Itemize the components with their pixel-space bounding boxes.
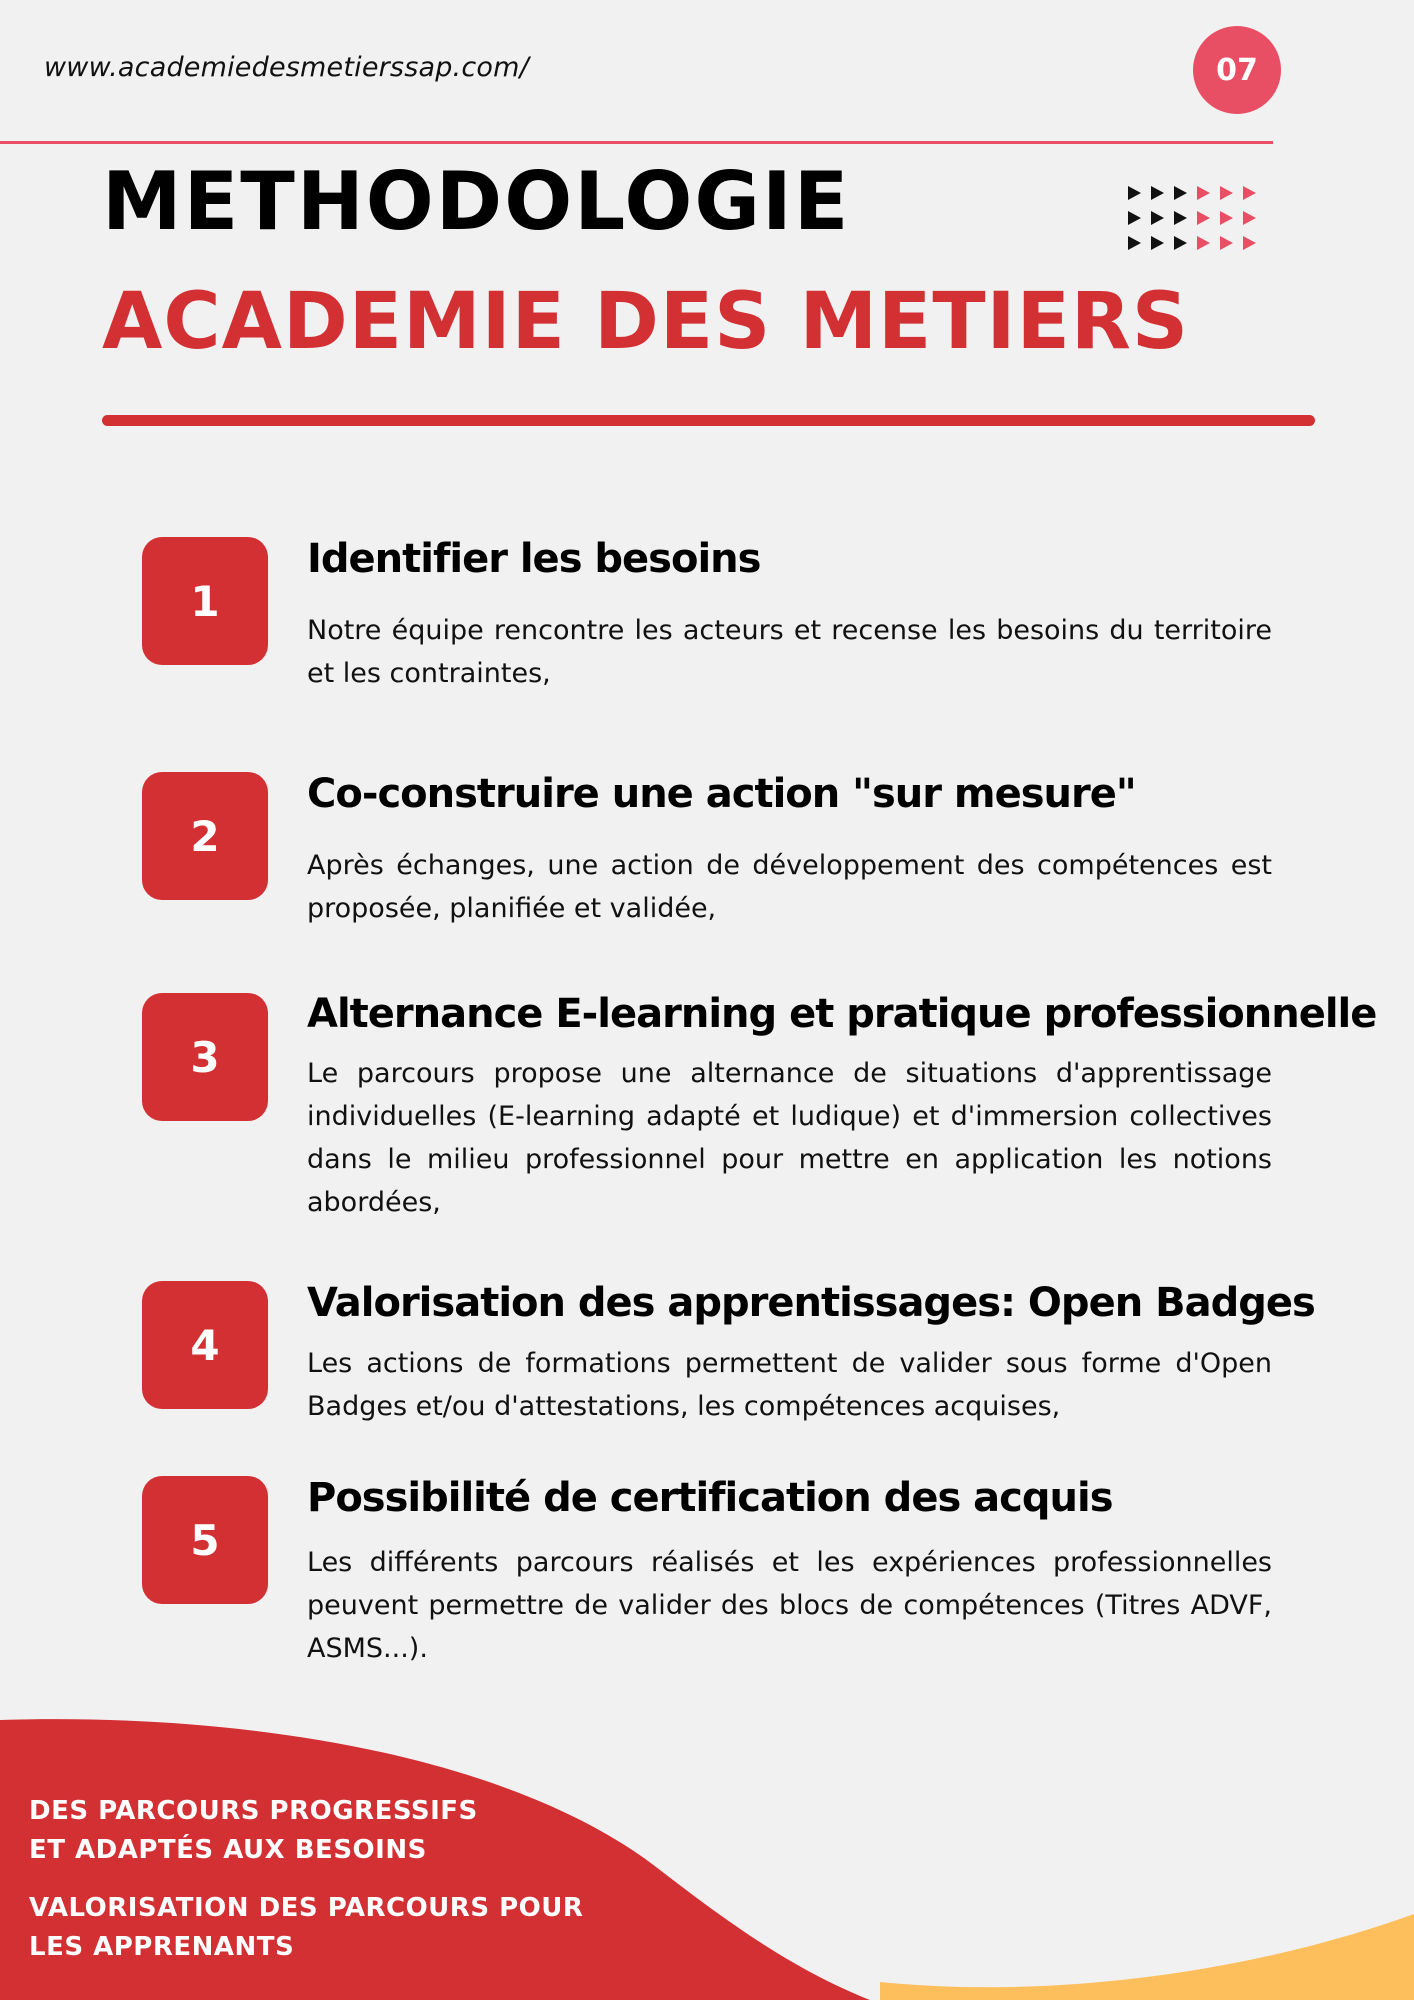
title-divider — [102, 415, 1315, 426]
footer-orange-wave — [880, 1914, 1414, 2000]
triangle-decoration — [1243, 211, 1256, 225]
step-description: Les différents parcours réalisés et les expériences professionnelles peuvent permettre de valider des blocs de compétences (Titres ADVF, ASMS...). — [307, 1547, 1272, 1664]
triangle-decoration — [1197, 236, 1210, 250]
triangle-decoration — [1197, 186, 1210, 200]
triangle-decoration — [1128, 236, 1141, 250]
step-description: Après échanges, une action de développement des compétences est proposée, planifiée et validée, — [307, 850, 1272, 924]
header-divider — [0, 141, 1273, 144]
step-title: Identifier les besoins — [307, 536, 761, 582]
step-description: Le parcours propose une alternance de situations d'apprentissage individuelles (E-learning adapté et ludique) et d'immersion collectives dans le milieu professionnel pour mettre en application les notions abordées, — [307, 1058, 1272, 1218]
triangle-decoration — [1174, 211, 1187, 225]
step-description: Les actions de formations permettent de valider sous forme d'Open Badges et/ou d'attestations, les compétences acquises, — [307, 1348, 1272, 1422]
triangle-decoration — [1174, 186, 1187, 200]
triangle-decoration — [1197, 211, 1210, 225]
step-number-badge: 1 — [142, 537, 268, 665]
footer-line: DES PARCOURS PROGRESSIFS — [29, 1796, 478, 1826]
step-title: Valorisation des apprentissages: Open Badges — [307, 1280, 1315, 1326]
footer-line: LES APPRENANTS — [29, 1932, 295, 1962]
step-title: Possibilité de certification des acquis — [307, 1475, 1113, 1521]
footer-line: VALORISATION DES PARCOURS POUR — [29, 1893, 584, 1923]
triangle-decoration — [1151, 236, 1164, 250]
page-number-badge: 07 — [1193, 26, 1281, 114]
triangle-decoration — [1128, 211, 1141, 225]
triangle-decoration — [1220, 236, 1233, 250]
triangle-pattern-decoration — [1128, 186, 1258, 258]
step-number-badge: 2 — [142, 772, 268, 900]
step-description: Notre équipe rencontre les acteurs et recense les besoins du territoire et les contraintes, — [307, 615, 1272, 689]
footer-line: ET ADAPTÉS AUX BESOINS — [29, 1835, 427, 1865]
triangle-decoration — [1151, 211, 1164, 225]
triangle-decoration — [1220, 186, 1233, 200]
website-url[interactable]: www.academiedesmetierssap.com/ — [44, 52, 529, 83]
page-title: METHODOLOGIE — [102, 155, 851, 248]
footer-tagline-2 — [29, 1889, 583, 1967]
triangle-decoration — [1128, 186, 1141, 200]
footer-tagline-1 — [29, 1792, 478, 1870]
triangle-decoration — [1151, 186, 1164, 200]
step-title: Alternance E-learning et pratique professionnelle — [307, 991, 1377, 1037]
triangle-decoration — [1220, 211, 1233, 225]
page-subtitle: ACADEMIE DES METIERS — [102, 277, 1190, 367]
step-number-badge: 3 — [142, 993, 268, 1121]
triangle-decoration — [1243, 186, 1256, 200]
step-title: Co-construire une action "sur mesure" — [307, 771, 1136, 817]
step-number-badge: 5 — [142, 1476, 268, 1604]
triangle-decoration — [1174, 236, 1187, 250]
triangle-decoration — [1243, 236, 1256, 250]
step-number-badge: 4 — [142, 1281, 268, 1409]
